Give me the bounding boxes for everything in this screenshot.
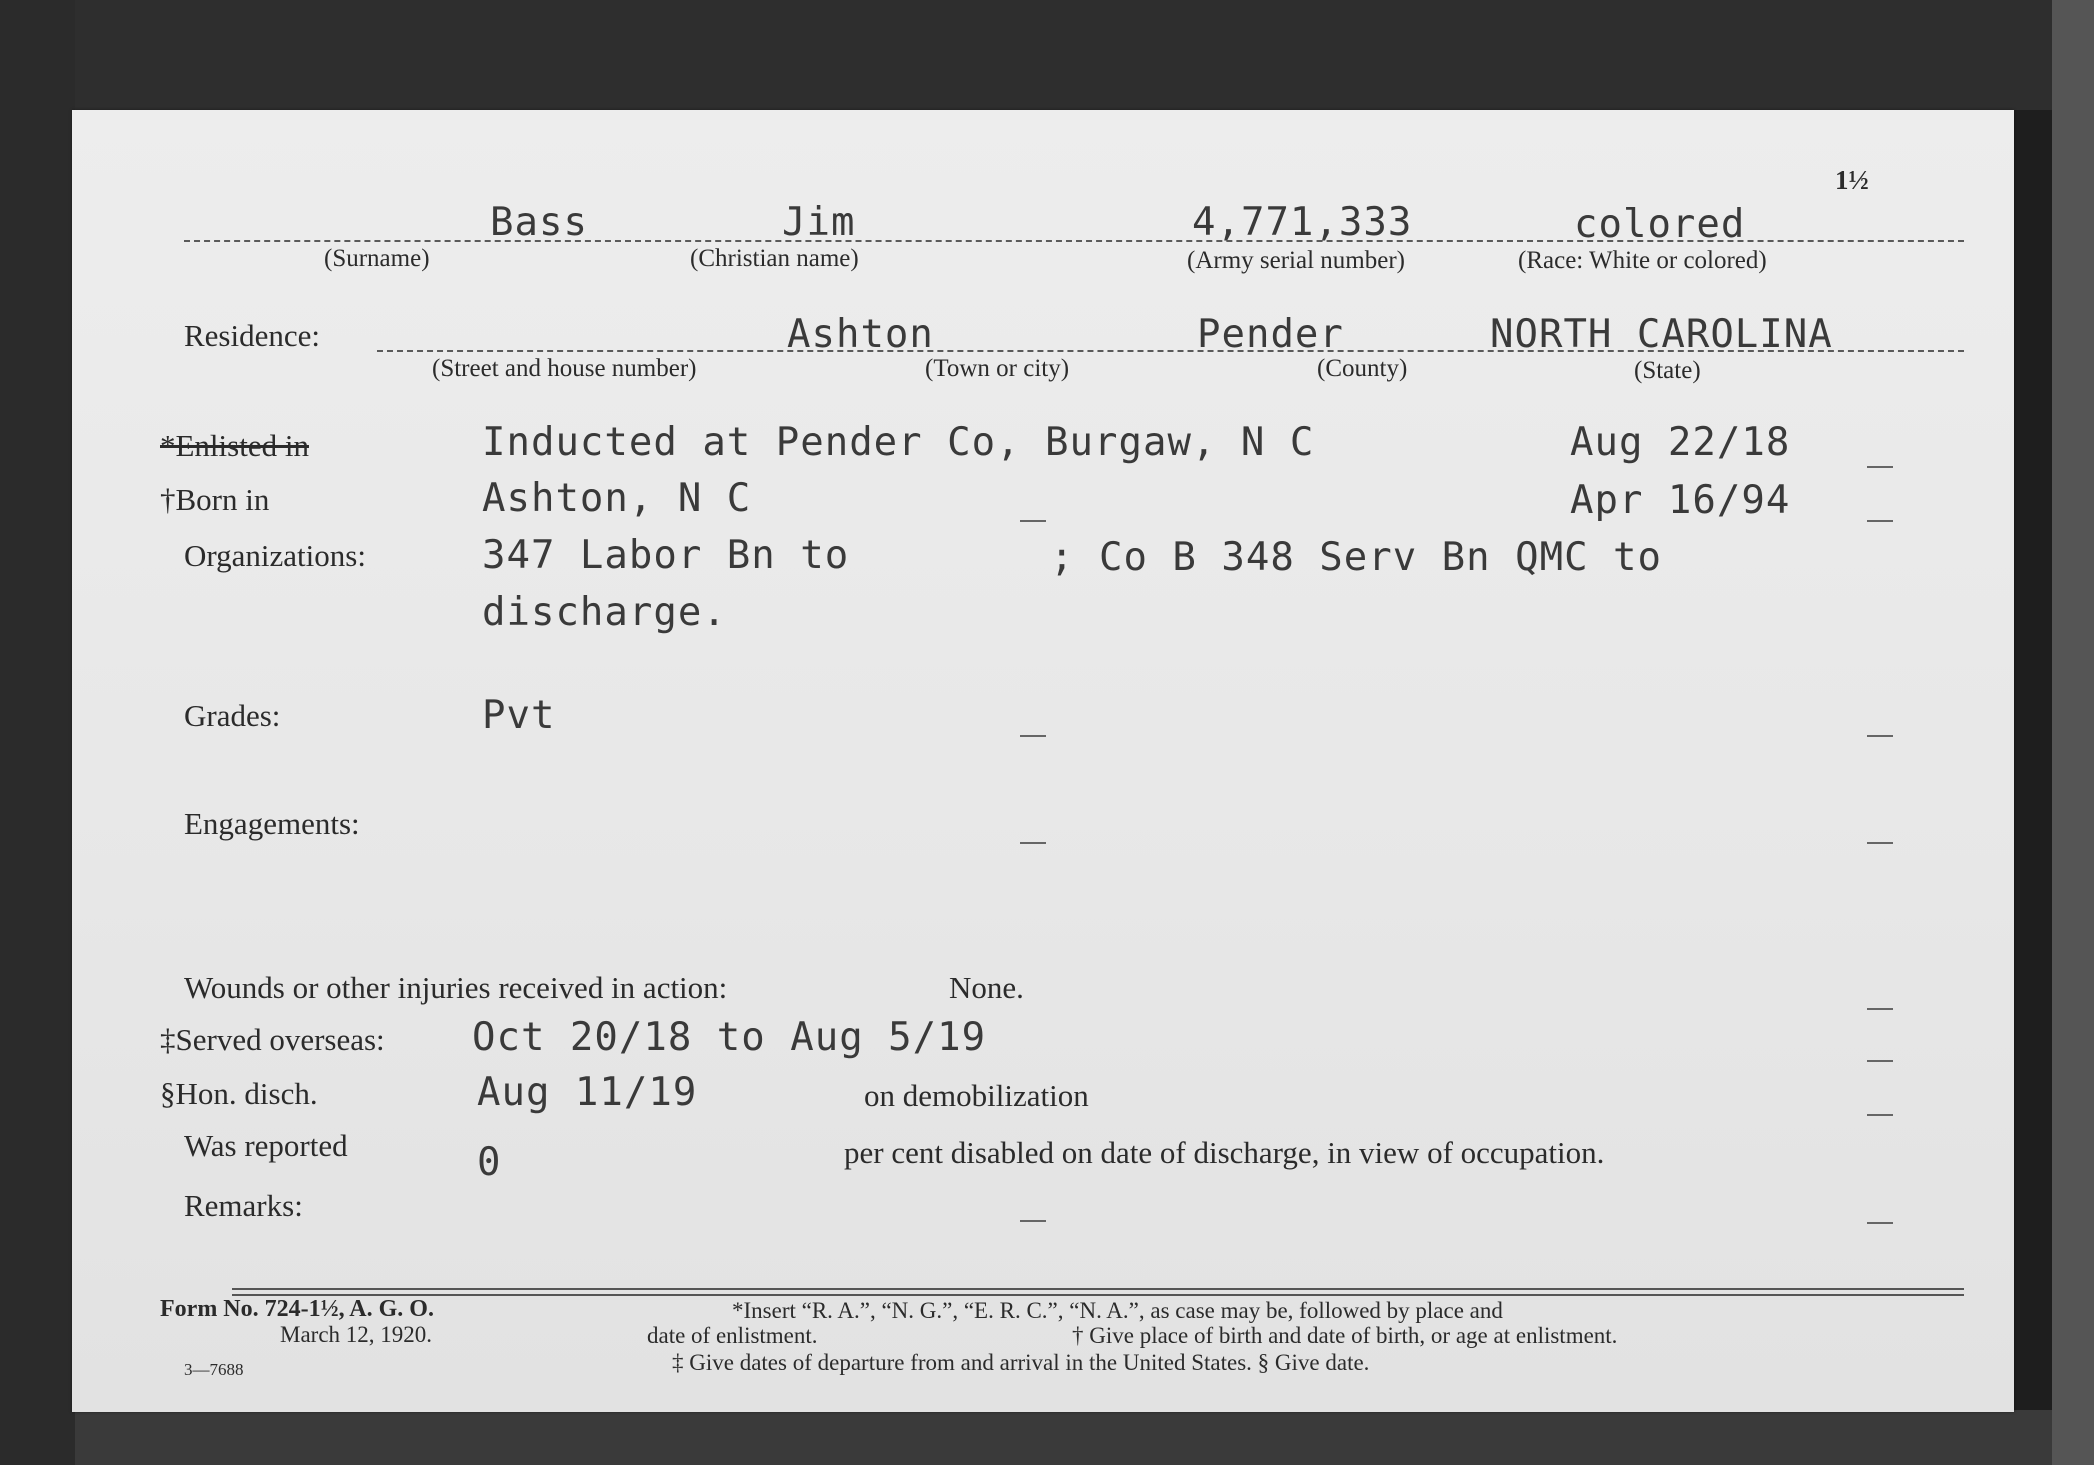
residence-county-value: Pender [1197, 312, 1344, 357]
hon-disch-label: §Hon. disch. [160, 1076, 318, 1111]
scan-background-right [2052, 0, 2094, 1465]
residence-state-value: NORTH CAROLINA [1490, 312, 1833, 357]
engagements-label: Engagements: [184, 806, 360, 841]
footer-rule-bottom [232, 1294, 1964, 1296]
hon-disch-value: Aug 11/19 [477, 1070, 698, 1115]
engagements-end-dash [1867, 842, 1893, 844]
serial-number-value: 4,771,333 [1192, 200, 1413, 245]
organizations-line1-left: 347 Labor Bn to [482, 533, 850, 578]
scan-dark-strip [2014, 110, 2052, 1410]
serial-number-caption: (Army serial number) [1187, 247, 1405, 274]
born-value: Ashton, N C [482, 476, 752, 521]
grades-mid-dash [1020, 735, 1046, 737]
enlisted-end-dash [1867, 466, 1893, 468]
print-code: 3—7688 [184, 1360, 244, 1379]
christian-name-caption: (Christian name) [690, 245, 859, 272]
surname-value: Bass [490, 200, 588, 245]
race-value: colored [1574, 202, 1746, 247]
enlisted-value: Inducted at Pender Co, Burgaw, N C [482, 420, 1315, 465]
born-label: †Born in [160, 482, 270, 517]
reported-text: per cent disabled on date of discharge, in view of occupation. [844, 1135, 1605, 1170]
reported-label: Was reported [184, 1128, 348, 1163]
footnote-enlistment-cont: date of enlistment. [647, 1323, 818, 1348]
street-caption: (Street and house number) [432, 355, 697, 382]
form-number: Form No. 724-1½, A. G. O. [160, 1296, 434, 1322]
enlisted-date: Aug 22/18 [1570, 420, 1791, 465]
residence-label: Residence: [184, 318, 321, 353]
overseas-label: ‡Served overseas: [160, 1022, 385, 1057]
grades-value: Pvt [482, 693, 556, 738]
remarks-end-dash [1867, 1222, 1893, 1224]
christian-name-value: Jim [782, 200, 856, 245]
grades-label: Grades: [184, 698, 281, 733]
footnote-overseas: ‡ Give dates of departure from and arrival in the United States. § Give date. [672, 1350, 1370, 1375]
organizations-line2: discharge. [482, 590, 727, 635]
overseas-value: Oct 20/18 to Aug 5/19 [472, 1015, 987, 1060]
service-record-card [72, 110, 2014, 1412]
surname-caption: (Surname) [324, 245, 430, 272]
remarks-label: Remarks: [184, 1188, 303, 1223]
scan-background-left [0, 0, 75, 1465]
grades-end-dash [1867, 735, 1893, 737]
card-number: 1½ [1835, 165, 1869, 195]
county-caption: (County) [1317, 355, 1408, 382]
born-date: Apr 16/94 [1570, 478, 1791, 523]
form-date: March 12, 1920. [280, 1322, 433, 1347]
footnote-enlistment: *Insert “R. A.”, “N. G.”, “E. R. C.”, “N. A.”, as case may be, followed by place and [732, 1298, 1503, 1323]
race-caption: (Race: White or colored) [1518, 247, 1767, 274]
wounds-value: None. [949, 970, 1024, 1005]
overseas-end-dash [1867, 1060, 1893, 1062]
hon-disch-end-dash [1867, 1114, 1893, 1116]
born-end-dash [1867, 520, 1893, 522]
footnote-birth: † Give place of birth and date of birth, or age at enlistment. [1072, 1323, 1618, 1348]
enlisted-label: *Enlisted in [160, 428, 309, 463]
engagements-mid-dash [1020, 842, 1046, 844]
reported-value: 0 [477, 1140, 502, 1185]
remarks-mid-dash [1020, 1220, 1046, 1222]
state-caption: (State) [1634, 357, 1701, 384]
hon-disch-note: on demobilization [864, 1078, 1089, 1113]
town-caption: (Town or city) [925, 355, 1070, 382]
organizations-label: Organizations: [184, 538, 366, 573]
footer-rule-top [232, 1288, 1964, 1290]
wounds-end-dash [1867, 1008, 1893, 1010]
scan-background-top [0, 0, 2094, 110]
residence-town-value: Ashton [787, 312, 934, 357]
organizations-line1-right: ; Co B 348 Serv Bn QMC to [1050, 535, 1662, 580]
wounds-label: Wounds or other injuries received in action: [184, 970, 728, 1005]
born-mid-dash [1020, 520, 1046, 522]
